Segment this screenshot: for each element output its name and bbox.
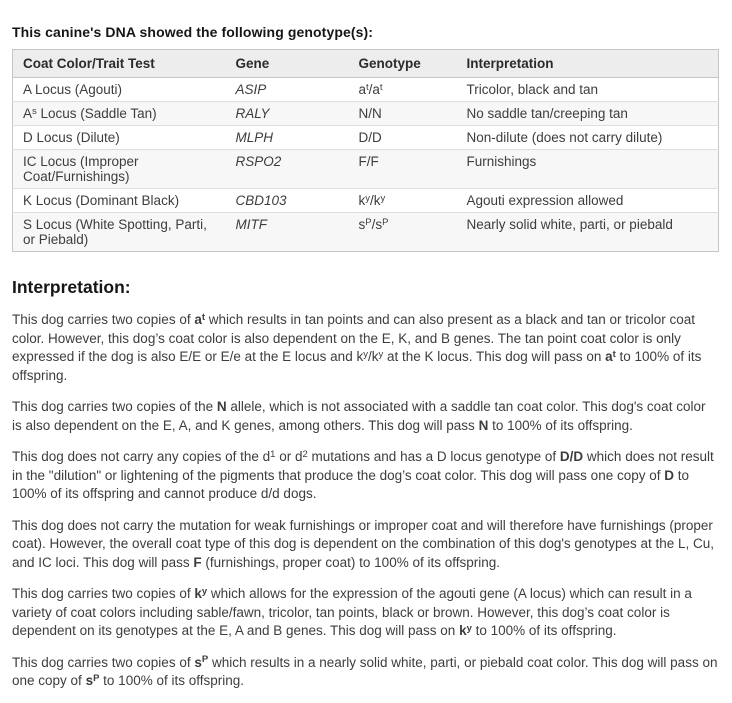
interpretation-heading: Interpretation: bbox=[12, 277, 131, 297]
table-row bbox=[13, 102, 719, 126]
test-cell: IC Locus (Improper Coat/Furnishings) bbox=[23, 154, 139, 184]
interpretation-cell: No saddle tan/creeping tan bbox=[466, 106, 628, 121]
test-cell: $A^s$ Locus (Saddle Tan) bbox=[23, 105, 157, 121]
interpretation-paragraph: This dog carries two copies of $k^y$ which allows for the expression of the agouti gene (A locus) which can result in a variety of coat colors including sable/fawn, tricolor, tan points, black or brown. However, this dog’s coat color is dependent on its genotypes at the E, A and B genes. This dog will pass on $k^y$ to 100% of its offspring. bbox=[12, 585, 692, 638]
interpretation-cell: Nearly solid white, parti, or piebald bbox=[466, 217, 673, 232]
table-row bbox=[13, 78, 719, 102]
table-row bbox=[13, 189, 719, 213]
table-row bbox=[13, 213, 719, 252]
gene-cell: RALY bbox=[235, 106, 270, 121]
column-header: Gene bbox=[226, 50, 349, 78]
test-cell: S Locus (White Spotting, Parti, or Piebald) bbox=[23, 217, 207, 247]
interpretation-cell: Agouti expression allowed bbox=[466, 193, 624, 208]
interpretation-paragraphs bbox=[12, 311, 718, 691]
test-cell: D Locus (Dilute) bbox=[23, 130, 120, 145]
interpretation-cell: Furnishings bbox=[466, 154, 537, 169]
column-header: Interpretation bbox=[457, 50, 719, 78]
interpretation-cell: Non-dilute (does not carry dilute) bbox=[466, 130, 663, 145]
genotype-cell: D/D bbox=[358, 130, 382, 145]
genotype-table bbox=[12, 49, 719, 252]
interpretation-paragraph: This dog carries two copies of $a^t$ which results in tan points and can also present as a black and tan or tricolor coat color. However, this dog’s coat color is also dependent on the E, K, and B genes. The tan point coat color is only expressed if the dog is also E/E or E/e at the E locus and $k^y/k^y$ at the K locus. This dog will pass on $a^t$ to 100% of its offspring. bbox=[12, 311, 702, 383]
test-cell: K Locus (Dominant Black) bbox=[23, 193, 180, 208]
gene-cell: ASIP bbox=[235, 82, 267, 97]
interpretation-cell: Tricolor, black and tan bbox=[466, 82, 599, 97]
column-header: Coat Color/Trait Test bbox=[13, 50, 226, 78]
page-title: This canine's DNA showed the following genotype(s): bbox=[12, 24, 374, 40]
test-cell: A Locus (Agouti) bbox=[23, 82, 123, 97]
gene-cell: MLPH bbox=[235, 130, 274, 145]
genotype-cell: F/F bbox=[358, 154, 379, 169]
interpretation-paragraph: This dog does not carry any copies of the $d^1$ or $d^2$ mutations and has a D locus genotype of D/D which does not result in the "dilution" or lightening of the pigments that produce the dog’s coat color. This dog will pass one copy of D to 100% of its offspring and cannot produce d/d dogs. bbox=[12, 448, 714, 501]
genotype-cell: N/N bbox=[358, 106, 382, 121]
interpretation-paragraph: This dog carries two copies of the N allele, which is not associated with a saddle tan coat color. This dog's coat color is also dependent on the E, A, and K genes, among others. This dog will pass N to 100% of its offspring. bbox=[12, 399, 706, 433]
interpretation-paragraph: This dog does not carry the mutation for weak furnishings or improper coat and will therefore have furnishings (proper coat). However, the overall coat type of this dog is dependent on the combination of this dog's genotypes at the L, Cu, and IC loci. This dog will pass F (furnishings, proper coat) to 100% of its offspring. bbox=[12, 517, 715, 570]
table-row bbox=[13, 126, 719, 150]
gene-cell: CBD103 bbox=[235, 193, 287, 208]
genotype-cell: $a^t/a^t$ bbox=[358, 81, 383, 97]
column-header: Genotype bbox=[349, 50, 457, 78]
gene-cell: MITF bbox=[235, 217, 267, 232]
table-row bbox=[13, 150, 719, 189]
gene-cell: RSPO2 bbox=[235, 154, 282, 169]
genotype-cell: $k^y/k^y$ bbox=[358, 192, 386, 208]
interpretation-paragraph: This dog carries two copies of $s^P$ which results in a nearly solid white, parti, or piebald coat color. This dog will pass on one copy of $s^P$ to 100% of its offspring. bbox=[12, 654, 718, 688]
genotype-cell: $s^P/s^P$ bbox=[358, 216, 389, 232]
table-header-row bbox=[13, 50, 719, 78]
